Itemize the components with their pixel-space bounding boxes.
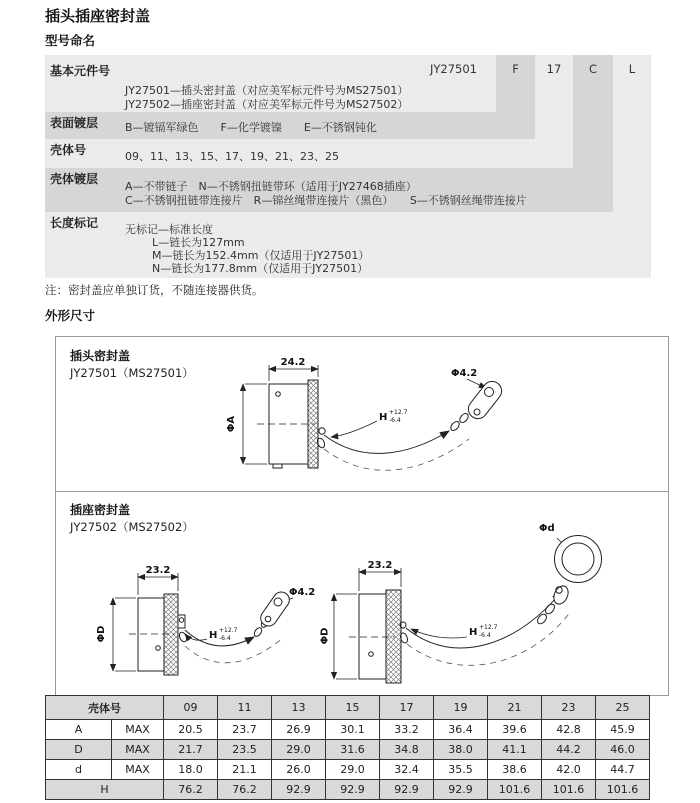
cell: 39.6: [488, 720, 542, 740]
dim-hole-label: Φ4.2: [289, 587, 316, 598]
row-qualifier: MAX: [112, 760, 164, 780]
chain-and-link: [316, 378, 505, 471]
socket-drawing-title: 插座密封盖: [70, 503, 131, 517]
header-size: 25: [596, 696, 650, 720]
naming-row-label: 壳体号: [50, 143, 87, 157]
plug-drawing-title: 插头密封盖: [70, 349, 131, 363]
table-row-D: [46, 740, 650, 760]
naming-row-line: JY27501—插头密封盖（对应美军标元件号为MS27501）: [125, 84, 409, 97]
cell: 34.8: [380, 740, 434, 760]
dim-hole-label: Φ4.2: [451, 368, 478, 379]
cell: 101.6: [596, 780, 650, 800]
header-shell: 壳体号: [46, 696, 164, 720]
chain-and-link: [178, 589, 292, 663]
naming-row-label: 基本元件号: [50, 64, 111, 78]
header-size: 21: [488, 696, 542, 720]
cell: 29.0: [326, 760, 380, 780]
dim-h-tol-minus: -6.4: [479, 632, 491, 639]
dim-width-label: 24.2: [280, 357, 306, 368]
cell: 36.4: [434, 720, 488, 740]
plug-cap-drawing: [221, 353, 511, 489]
row-name: D: [46, 740, 112, 760]
cell: 76.2: [164, 780, 218, 800]
naming-row-line: 无标记—标准长度: [125, 223, 213, 236]
naming-row-label: 长度标记: [50, 216, 99, 230]
code-column-band: [613, 55, 651, 212]
cell: 44.7: [596, 760, 650, 780]
socket-cap-drawing-plate: [91, 542, 331, 687]
cell: 23.7: [218, 720, 272, 740]
cell: 32.4: [380, 760, 434, 780]
cell: 20.5: [164, 720, 218, 740]
socket-drawing-model: JY27502（MS27502）: [70, 520, 194, 534]
header-size: 15: [326, 696, 380, 720]
panel-divider: [56, 491, 668, 492]
header-size: 13: [272, 696, 326, 720]
cell: 33.2: [380, 720, 434, 740]
cell: 44.2: [542, 740, 596, 760]
cell: 92.9: [434, 780, 488, 800]
naming-row-line: L—链长为127mm: [152, 236, 245, 249]
dim-h-label: H: [379, 412, 388, 423]
outline-drawing-box: [55, 336, 669, 696]
naming-row-line: B—镀镉军绿色 F—化学镀镍 E—不锈钢钝化: [125, 121, 377, 134]
naming-row-line: JY27502—插座密封盖（对应美军标元件号为MS27502）: [125, 98, 409, 111]
cap-body: [349, 590, 401, 683]
cell: 29.0: [272, 740, 326, 760]
cap-body: [257, 380, 318, 468]
dim-dia-label: ΦD: [96, 625, 107, 643]
code-base-part: JY27501: [430, 62, 477, 76]
dim-h-tol-plus: +12.7: [219, 627, 238, 634]
cell: 26.9: [272, 720, 326, 740]
dim-dia-label: ΦA: [226, 415, 237, 433]
cell: 92.9: [326, 780, 380, 800]
cell: 41.1: [488, 740, 542, 760]
row-qualifier: MAX: [112, 740, 164, 760]
code-shell-size: 17: [546, 62, 562, 76]
row-name: d: [46, 760, 112, 780]
dim-h-label: H: [469, 627, 478, 638]
code-chain-type: C: [588, 62, 598, 76]
cell: 35.5: [434, 760, 488, 780]
dim-dia-label: ΦD: [319, 627, 331, 645]
model-naming-diagram: [45, 55, 651, 278]
cell: 38.0: [434, 740, 488, 760]
code-length-mark: L: [628, 62, 636, 76]
naming-row-line: N—链长为177.8mm（仅适用于JY27501）: [152, 262, 369, 275]
dim-h-label: H: [209, 630, 218, 641]
row-name: H: [46, 780, 164, 800]
plug-drawing-model: JY27501（MS27501）: [70, 366, 194, 380]
cap-body: [129, 594, 185, 675]
naming-row-line: A—不带链子 N—不锈钢扭链带环（适用于JY27468插座）: [125, 180, 417, 193]
naming-row-line: M—链长为152.4mm（仅适用于JY27501）: [152, 249, 370, 262]
cell: 31.6: [326, 740, 380, 760]
header-size: 09: [164, 696, 218, 720]
cell: 92.9: [272, 780, 326, 800]
table-row-A: [46, 720, 650, 740]
naming-row-line: C—不锈钢扭链带连接片 R—锦丝绳带连接片（黑色） S—不锈钢丝绳带连接片: [125, 194, 527, 207]
cell: 46.0: [596, 740, 650, 760]
table-row-H: [46, 780, 650, 800]
dim-h-tol-plus: +12.7: [389, 409, 408, 416]
dimension-table: [45, 695, 650, 800]
cell: 26.0: [272, 760, 326, 780]
header-size: 19: [434, 696, 488, 720]
cell: 42.0: [542, 760, 596, 780]
section-model-naming: 型号命名: [45, 33, 96, 48]
dim-width-label: 23.2: [145, 565, 171, 576]
dim-ring-label: Φd: [539, 523, 555, 534]
dim-h-tol-minus: -6.4: [389, 417, 401, 424]
cell: 30.1: [326, 720, 380, 740]
table-header-row: [46, 696, 650, 720]
page-title: 插头插座密封盖: [45, 7, 151, 25]
header-size: 23: [542, 696, 596, 720]
cell: 76.2: [218, 780, 272, 800]
chain-and-ring: [399, 536, 601, 666]
cell: 45.9: [596, 720, 650, 740]
cell: 92.9: [380, 780, 434, 800]
cell: 23.5: [218, 740, 272, 760]
row-qualifier: MAX: [112, 720, 164, 740]
naming-row-label: 表面镀层: [50, 116, 99, 130]
naming-row-line: 09、11、13、15、17、19、21、23、25: [125, 150, 339, 163]
cell: 42.8: [542, 720, 596, 740]
section-outline-dim: 外形尺寸: [45, 308, 96, 323]
cell: 38.6: [488, 760, 542, 780]
table-row-d: [46, 760, 650, 780]
dim-h-tol-minus: -6.4: [219, 635, 231, 642]
order-note: 注：密封盖应单独订货，不随连接器供货。: [45, 283, 264, 297]
cell: 101.6: [542, 780, 596, 800]
dim-width-label: 23.2: [367, 560, 393, 571]
cell: 21.1: [218, 760, 272, 780]
cell: 21.7: [164, 740, 218, 760]
socket-cap-drawing-ring: [321, 507, 641, 687]
header-size: 17: [380, 696, 434, 720]
cell: 18.0: [164, 760, 218, 780]
row-name: A: [46, 720, 112, 740]
naming-row-label: 壳体镀层: [50, 172, 99, 186]
dim-h-tol-plus: +12.7: [479, 624, 498, 631]
cell: 101.6: [488, 780, 542, 800]
header-size: 11: [218, 696, 272, 720]
code-plating: F: [512, 62, 519, 76]
